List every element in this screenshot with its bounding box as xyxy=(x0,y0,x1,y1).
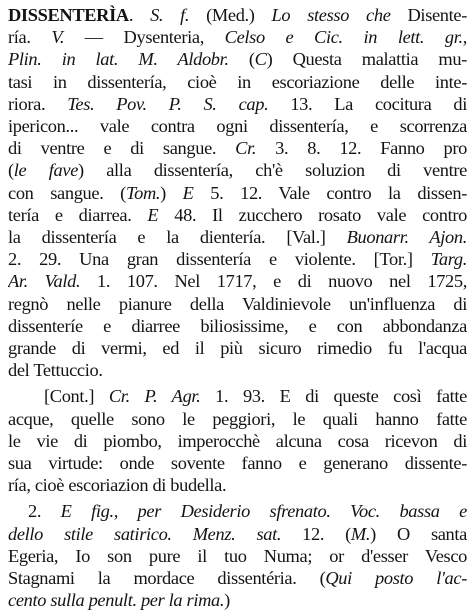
text-line-5: riora. Tes. Pov. P. S. cap. 13. La cocitura di xyxy=(8,93,467,114)
text-line-19: acque, quelle sono le peggiori, le quali hanno fatte xyxy=(8,408,467,429)
text-line-12: 2. 29. Una gran dissentería e violente. [Tor.] Targ. xyxy=(8,249,467,270)
text-line-9: con sangue. (Tom.) E 5. 12. Vale contro la dissen- xyxy=(8,182,467,203)
text-line-20: le vie di piombo, imperocchè alcuna cosa ricevon di xyxy=(8,430,467,451)
text-line-27: cento sulla penult. per la rima.) xyxy=(8,590,230,611)
text-line-13: Ar. Vald. 1. 107. Nel 1717, e di nuovo nel 1725, xyxy=(8,271,467,292)
text-line-7: di ventre e di sangue. Cr. 3. 8. 12. Fanno pro xyxy=(8,138,467,159)
text-line-3: Plin. in lat. M. Aldobr. (C) Questa malattia mu- xyxy=(8,49,467,70)
text-line-22: ría, cioè escoriazion di budella. xyxy=(8,475,227,496)
text-line-6: ipericon... vale contra ogni dissentería, e scorrenza xyxy=(8,116,467,137)
text-line-4: tasi in dissentería, cioè in escoriazione delle inte- xyxy=(8,71,467,92)
text-line-23: 2. E fig., per Desiderio sfrenato. Voc. bassa e xyxy=(28,501,467,522)
text-line-24: dello stile satirico. Menz. sat. 12. (M.) O santa xyxy=(8,523,467,544)
text-line-10: tería e diarrea. E 48. Il zucchero rosato vale contro xyxy=(8,204,467,225)
text-line-2: ría. V. — Dysenteria, Celso e Cic. in lett. gr., xyxy=(8,27,467,48)
text-line-26: Stagnami la mordace dissentéria. (Qui posto l'ac- xyxy=(8,568,467,589)
text-line-11: la dissentería e la dientería. [Val.] Buonarr. Ajon. xyxy=(8,227,467,248)
text-line-15: dissenteríe e diarree biliosissime, e con abbondanza xyxy=(8,315,467,336)
text-line-17: del Tettuccio. xyxy=(8,360,103,381)
text-line-8: (le fave) alla dissentería, ch'è soluzion di ventre xyxy=(8,160,467,181)
headword: DISSENTERÌA xyxy=(8,5,129,25)
text-line-1: DISSENTERÌA. S. f. (Med.) Lo stesso che Disente- xyxy=(8,5,467,25)
text-line-16: grande di vermi, ed il più sicuro rimedio fu l'acqua xyxy=(8,338,467,359)
text-line-25: Egeria, Io son pure il tuo Numa; or d'esser Vesco xyxy=(8,545,467,566)
text-line-14: regnò nelle pianure della Valdinievole un'influenza di xyxy=(8,293,467,314)
text-line-18: [Cont.] Cr. P. Agr. 1. 93. E di queste così fatte xyxy=(44,386,467,407)
text-line-21: sua virtude: onde sovente fanno e generano dissente- xyxy=(8,453,467,474)
